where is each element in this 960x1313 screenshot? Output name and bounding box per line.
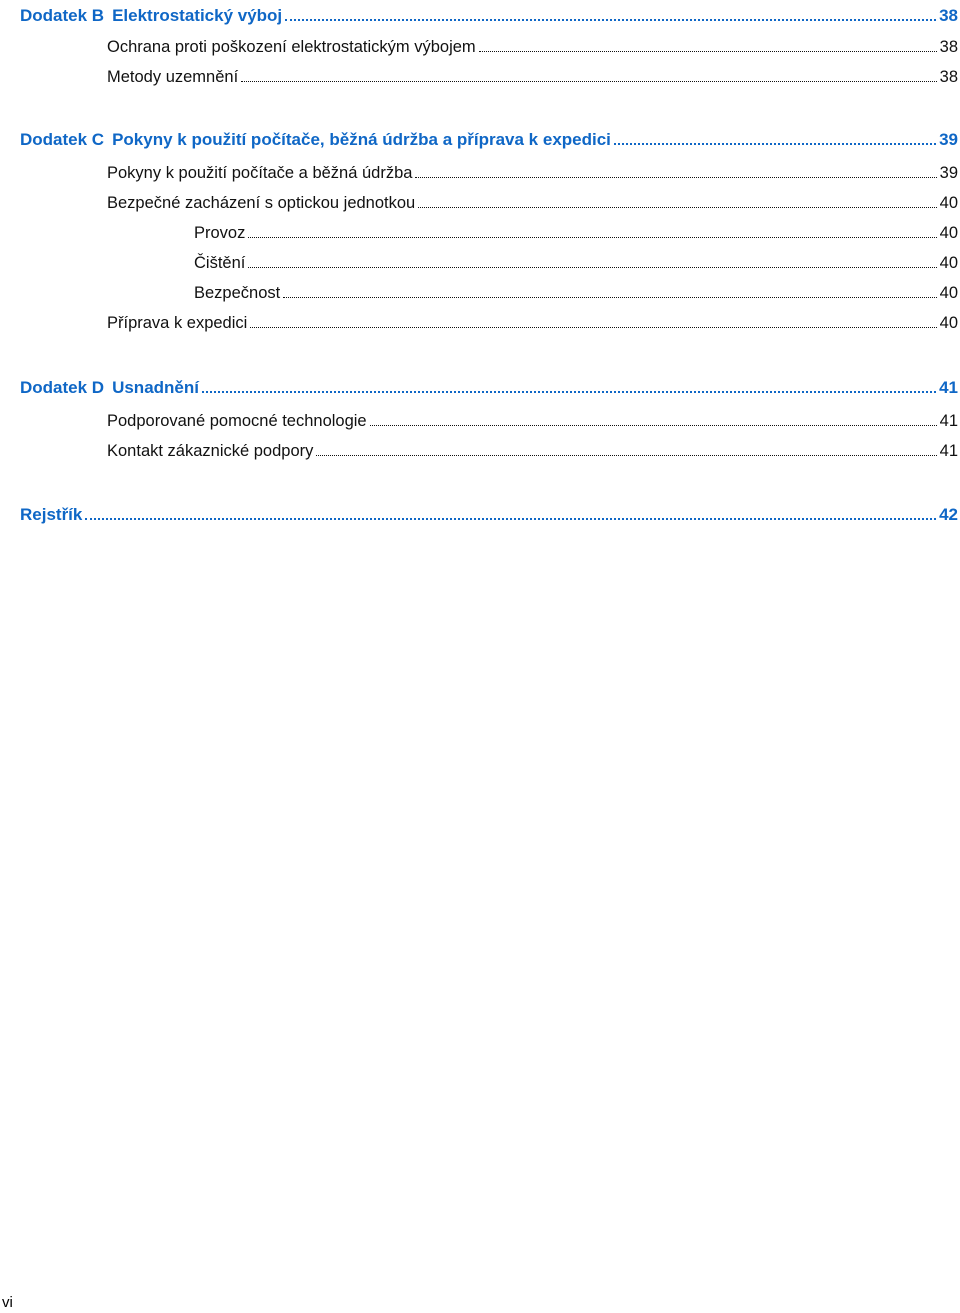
dot-leader: [415, 177, 936, 178]
appendix-prefix: Dodatek C: [20, 130, 105, 149]
dot-leader: [479, 51, 937, 52]
toc-entry-title: Příprava k expedici: [107, 314, 248, 332]
page-number: 38: [939, 6, 958, 25]
page-number: 39: [939, 164, 958, 182]
toc-entry-title: Provoz: [194, 224, 246, 242]
toc-entry-label: [20, 6, 282, 26]
dot-leader: [316, 455, 936, 456]
appendix-title: Usnadnění: [112, 378, 199, 397]
dot-leader: [614, 143, 936, 145]
dot-leader: [248, 267, 936, 268]
toc-entry-title: Bezpečné zacházení s optickou jednotkou: [107, 194, 416, 212]
page-number: 40: [939, 284, 958, 302]
dot-leader: [241, 81, 936, 82]
dot-leader: [202, 391, 936, 393]
toc-entry-appendix-b[interactable]: [0, 0, 960, 26]
page-number: 40: [939, 224, 958, 242]
toc-entry-title: Bezpečnost: [194, 284, 281, 302]
toc-entry[interactable]: [0, 187, 960, 213]
page-folio: vi: [2, 1294, 13, 1311]
toc-entry-label: [20, 130, 611, 150]
dot-leader: [250, 327, 936, 328]
dot-leader: [285, 19, 936, 21]
toc-entry-appendix-d[interactable]: [0, 372, 960, 398]
page-number: 41: [939, 442, 958, 460]
page-number: 38: [939, 38, 958, 56]
page-number: 40: [939, 314, 958, 332]
page-number: 40: [939, 194, 958, 212]
page-number: 38: [939, 68, 958, 86]
toc-entry-title: Kontakt zákaznické podpory: [107, 442, 314, 460]
appendix-prefix: Dodatek B: [20, 6, 105, 25]
toc-entry[interactable]: [0, 31, 960, 57]
dot-leader: [248, 237, 936, 238]
page-number: 39: [939, 130, 958, 149]
toc-entry-title: Rejstřík: [20, 505, 83, 524]
toc-entry-title: Čištění: [194, 254, 246, 272]
toc-entry[interactable]: [0, 405, 960, 431]
toc-subentry[interactable]: [0, 217, 960, 243]
dot-leader: [85, 518, 936, 520]
page-number: 41: [939, 378, 958, 397]
page-number: 40: [939, 254, 958, 272]
page-number: 41: [939, 412, 958, 430]
toc-entry[interactable]: [0, 435, 960, 461]
toc-entry-title: Podporované pomocné technologie: [107, 412, 367, 430]
page-number: 42: [939, 505, 958, 524]
toc-entry[interactable]: [0, 157, 960, 183]
toc-entry[interactable]: [0, 307, 960, 333]
dot-leader: [370, 425, 937, 426]
toc-subentry[interactable]: [0, 277, 960, 303]
toc-entry-appendix-c[interactable]: [0, 124, 960, 150]
toc-entry-title: Metody uzemnění: [107, 68, 239, 86]
appendix-prefix: Dodatek D: [20, 378, 105, 397]
appendix-title: Pokyny k použití počítače, běžná údržba a příprava k expedici: [112, 130, 611, 149]
toc-entry-title: Ochrana proti poškození elektrostatickým výbojem: [107, 38, 476, 56]
toc-subentry[interactable]: [0, 247, 960, 273]
dot-leader: [418, 207, 936, 208]
dot-leader: [283, 297, 936, 298]
appendix-title: Elektrostatický výboj: [112, 6, 283, 25]
toc-entry-title: Pokyny k použití počítače a běžná údržba: [107, 164, 413, 182]
toc-entry-label: [20, 378, 199, 398]
toc-entry[interactable]: [0, 61, 960, 87]
toc-entry-index[interactable]: [0, 499, 960, 525]
